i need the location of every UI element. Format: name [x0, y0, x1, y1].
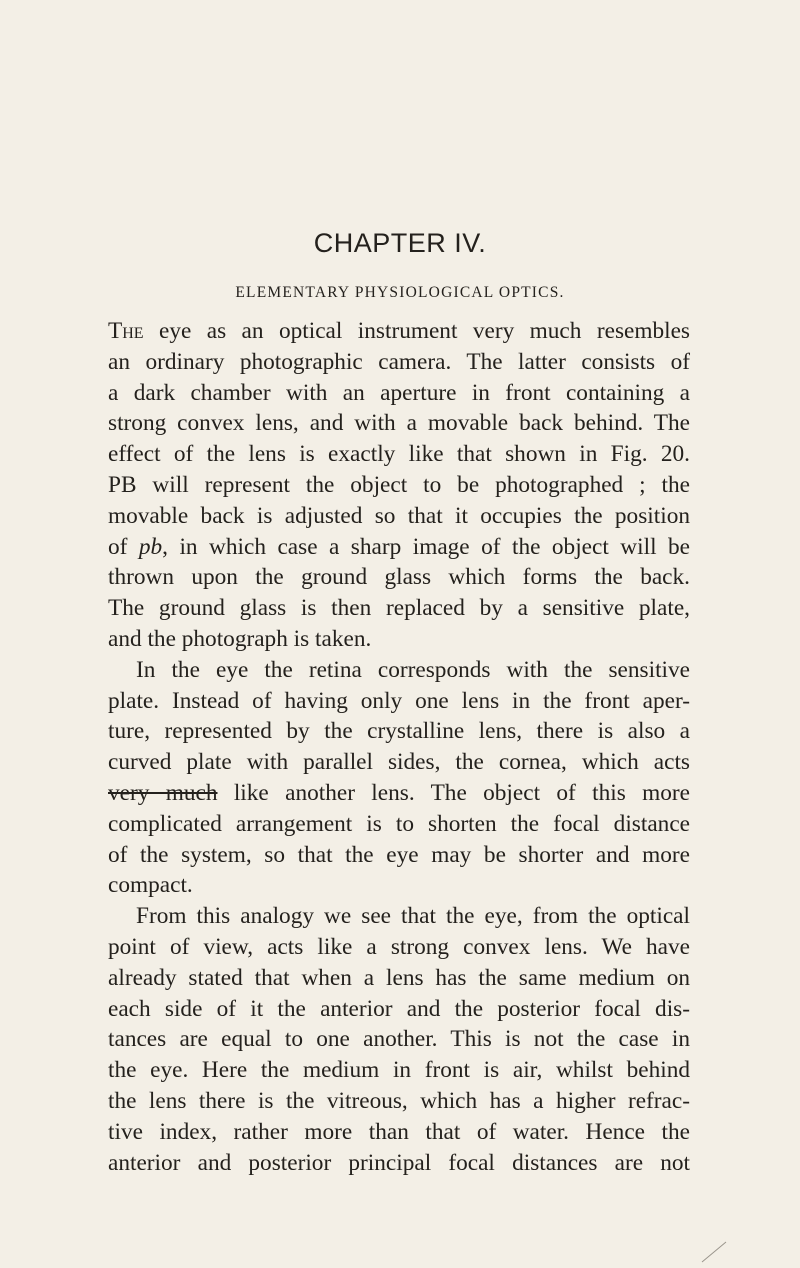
section-title: ELEMENTARY PHYSIOLOGICAL OPTICS.: [235, 284, 565, 301]
text-line: effect of the lens is exactly like that shown in Fig. 20.: [108, 441, 690, 468]
text-line: strong convex lens, and with a movable back behind. The: [108, 410, 690, 437]
chapter-title: CHAPTER IV.: [313, 228, 487, 258]
text-line: tive index, rather more than that of water. Hence the: [108, 1118, 690, 1145]
text-line: The ground glass is then replaced by a sensitive plate,: [108, 595, 690, 622]
text-line: plate. Instead of having only one lens in the front aper-: [108, 687, 690, 714]
text-line: The eye as an optical instrument very much resembles: [108, 318, 690, 344]
text-line: very much like another lens. The object of this more: [108, 779, 690, 806]
text-line: compact.: [108, 872, 193, 899]
text-line: the lens there is the vitreous, which has a higher refrac-: [108, 1087, 690, 1114]
small-caps-lead: The: [108, 318, 144, 344]
text-line: each side of it the anterior and the posterior focal dis-: [108, 995, 690, 1022]
text-line: point of view, acts like a strong convex lens. We have: [108, 933, 690, 960]
text-line: From this analogy we see that the eye, from the optical: [136, 903, 690, 930]
text-line: anterior and posterior principal focal distances are not: [108, 1149, 690, 1176]
text-line: the eye. Here the medium in front is air, whilst behind: [108, 1057, 690, 1084]
text-line: complicated arrangement is to shorten the focal distance: [108, 810, 690, 837]
text-line: an ordinary photographic camera. The latter consists of: [108, 348, 690, 375]
text-line: already stated that when a lens has the same medium on: [108, 964, 690, 991]
text-line: In the eye the retina corresponds with the sensitive: [136, 656, 690, 683]
text-line: movable back is adjusted so that it occupies the position: [108, 502, 690, 529]
text-line: PB will represent the object to be photographed ; the: [108, 471, 690, 498]
italic-term: pb: [138, 533, 163, 560]
text-line: and the photograph is taken.: [108, 625, 372, 652]
struck-text: very much: [108, 779, 218, 806]
text-line: a dark chamber with an aperture in front containing a: [108, 379, 690, 406]
body-text: [108, 316, 690, 1178]
text-line: ture, represented by the crystalline lens, there is also a: [108, 718, 690, 745]
text-line: of the system, so that the eye may be shorter and more: [108, 841, 690, 868]
text-line: curved plate with parallel sides, the cornea, which acts: [108, 749, 690, 776]
text-line: tances are equal to one another. This is not the case in: [108, 1026, 690, 1053]
text-line: of pb, in which case a sharp image of the object will be: [108, 533, 690, 560]
text-line: thrown upon the ground glass which forms the back.: [108, 564, 690, 591]
pencil-mark-icon: [700, 1236, 730, 1266]
